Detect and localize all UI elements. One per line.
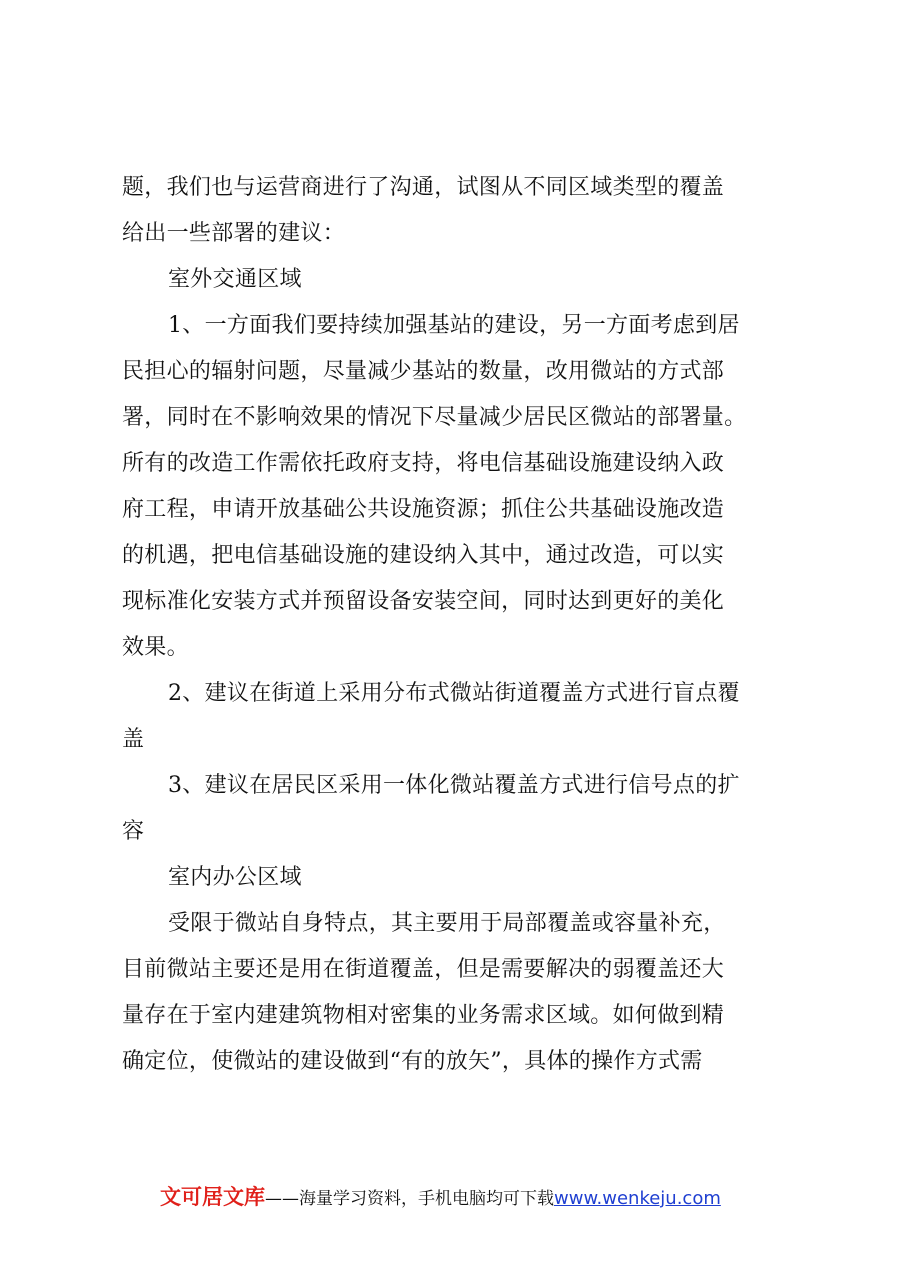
footer-dash: —— <box>265 1189 299 1209</box>
paragraph-line: 确定位，使微站的建设做到“有的放矢”，具体的操作方式需 <box>122 1049 703 1074</box>
section-heading-outdoor: 室外交通区域 <box>168 267 302 292</box>
paragraph-line: 的机遇，把电信基础设施的建设纳入其中，通过改造，可以实 <box>122 543 725 568</box>
paragraph-line: 受限于微站自身特点，其主要用于局部覆盖或容量补充， <box>168 911 726 936</box>
paragraph-line: 盖 <box>122 727 145 752</box>
paragraph-line: 所有的改造工作需依托政府支持，将电信基础设施建设纳入政 <box>122 451 725 476</box>
paragraph-line: 现标准化安装方式并预留设备安装空间，同时达到更好的美化 <box>122 589 725 614</box>
section-heading-indoor: 室内办公区域 <box>168 865 302 890</box>
paragraph-line: 量存在于室内建建筑物相对密集的业务需求区域。如何做到精 <box>122 1003 725 1028</box>
paragraph-line: 署，同时在不影响效果的情况下尽量减少居民区微站的部署量。 <box>122 405 747 430</box>
paragraph-line: 目前微站主要还是用在街道覆盖，但是需要解决的弱覆盖还大 <box>122 957 725 982</box>
footer-site-link[interactable]: www.wenkeju.com <box>554 1188 721 1209</box>
page-footer <box>160 1180 860 1214</box>
paragraph-line: 民担心的辐射问题，尽量减少基站的数量，改用微站的方式部 <box>122 359 725 384</box>
paragraph-line: 1、一方面我们要持续加强基站的建设，另一方面考虑到居 <box>168 313 740 338</box>
footer-tagline: 海量学习资料，手机电脑均可下载 <box>299 1189 554 1209</box>
paragraph-line: 府工程，申请开放基础公共设施资源；抓住公共基础设施改造 <box>122 497 725 522</box>
paragraph-line: 给出一些部署的建议： <box>122 221 346 246</box>
paragraph-line: 2、建议在街道上采用分布式微站街道覆盖方式进行盲点覆 <box>168 681 740 706</box>
paragraph-line: 题，我们也与运营商进行了沟通，试图从不同区域类型的覆盖 <box>122 175 725 200</box>
paragraph-line: 效果。 <box>122 635 189 660</box>
footer-brand: 文可居文库 <box>160 1185 265 1209</box>
paragraph-line: 3、建议在居民区采用一体化微站覆盖方式进行信号点的扩 <box>168 773 740 798</box>
document-body <box>122 165 790 1085</box>
paragraph-line: 容 <box>122 819 145 844</box>
